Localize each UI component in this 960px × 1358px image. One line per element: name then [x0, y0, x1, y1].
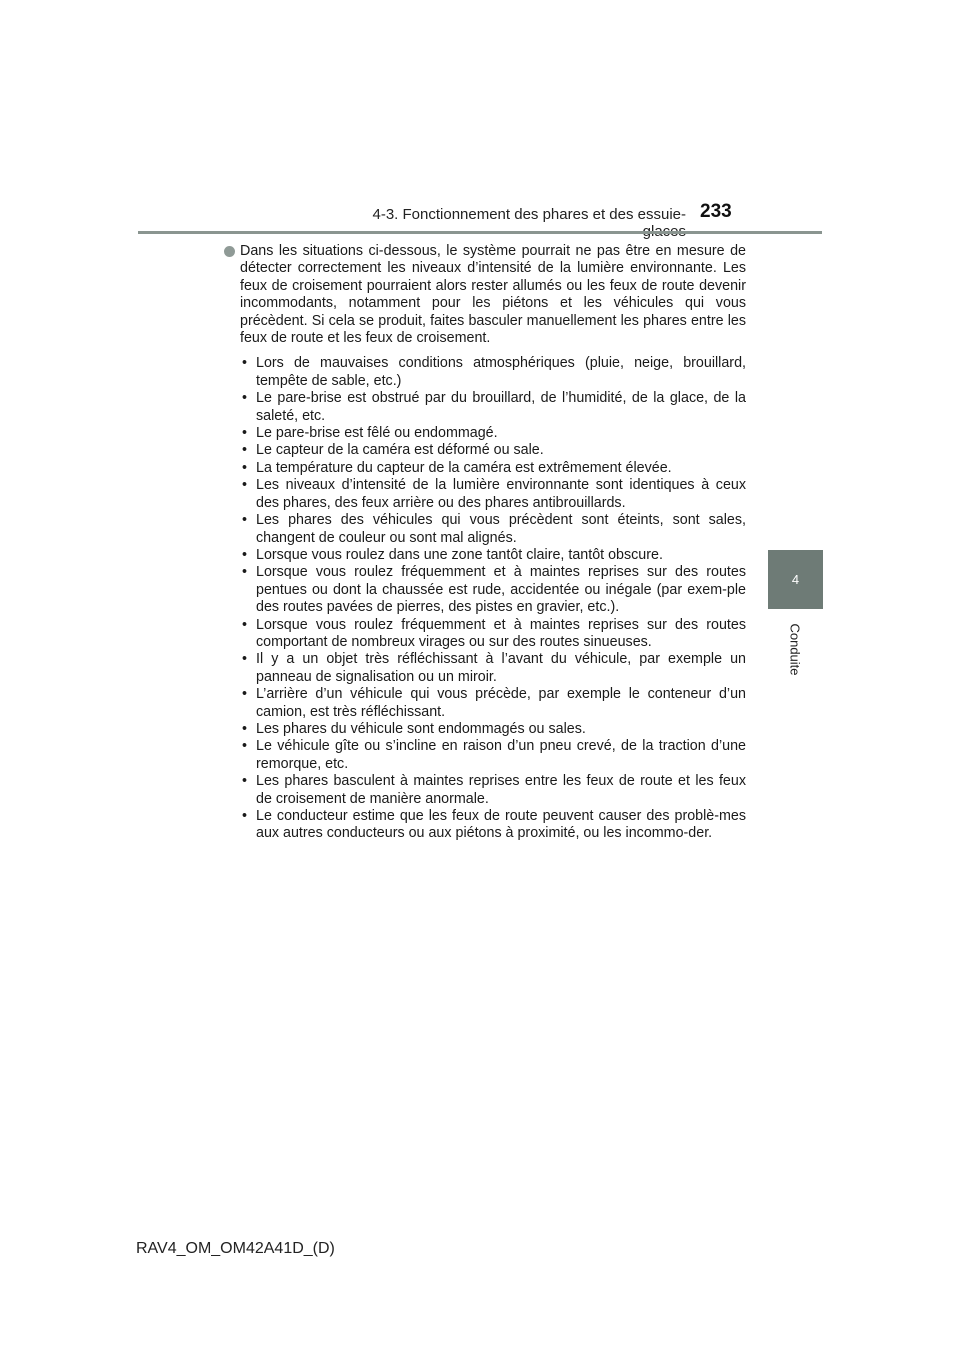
- header-divider: [138, 231, 822, 234]
- list-item: • Le pare-brise est fêlé ou endommagé.: [242, 425, 498, 442]
- list-item: • La température du capteur de la caméra est extrêmement élevée.: [242, 459, 672, 476]
- bullet-icon: •: [242, 720, 248, 737]
- list-item: • Le véhicule gîte ou s’incline en raison d’un pneu crevé, de la traction d’une remorque, etc.: [242, 738, 746, 772]
- list-item: • Les phares basculent à maintes reprises entre les feux de route et les feux de croisement de manière anormale.: [242, 773, 746, 807]
- chapter-number: 4: [791, 572, 800, 587]
- list-item: • Le capteur de la caméra est déformé ou sale.: [242, 442, 544, 459]
- intro-paragraph: [240, 243, 746, 347]
- intro-text: Dans les situations ci-dessous, le système pourrait ne pas être en mesure de détecter correctement les niveaux d’intensité de la lumière environnante. Les feux de croisement pourraient alors rester allumés ou les feux de route devenir incommodants, notamment pour les piétons et les véhicules qui vous précèdent. Si cela se produit, faites basculer manuellement les phares entre les feux de route et les feux de croisement.: [240, 243, 746, 347]
- bullet-icon: •: [242, 686, 248, 703]
- chapter-label-container: [768, 609, 823, 689]
- list-item: • L’arrière d’un véhicule qui vous précède, par exemple le conteneur d’un camion, est très réfléchissant.: [242, 686, 746, 720]
- circle-bullet-icon: [224, 246, 235, 257]
- section-title: 4-3. Fonctionnement des phares et des essuie-: [372, 206, 686, 223]
- bullet-icon: •: [242, 512, 248, 529]
- bullet-icon: •: [242, 355, 248, 372]
- condition-list: [224, 355, 746, 842]
- chapter-tab: [768, 550, 823, 609]
- bullet-icon: •: [242, 546, 248, 563]
- list-item: • Les niveaux d’intensité de la lumière environnante sont identiques à ceux des phares, des feux arrière ou des phares antibrouillards.: [242, 477, 746, 511]
- list-item: • Lorsque vous roulez fréquemment et à maintes reprises sur des routes pentues ou dont la chaussée est rude, accidentée ou inégale (par exem-ple des routes pavées de pierres, des pistes en gravier, etc.).: [242, 564, 746, 616]
- bullet-icon: •: [242, 564, 248, 581]
- list-item: • Il y a un objet très réfléchissant à l’avant du véhicule, par exemple un panneau de signalisation ou un miroir.: [242, 651, 746, 685]
- list-item: • Le conducteur estime que les feux de route peuvent causer des problè-mes aux autres conducteurs ou aux piétons à proximité, ou les incommo-der.: [242, 808, 746, 842]
- bullet-icon: •: [242, 616, 248, 633]
- bullet-icon: •: [242, 425, 248, 442]
- list-item: • Les phares du véhicule sont endommagés ou sales.: [242, 720, 586, 737]
- page-number: 233: [700, 201, 732, 222]
- list-item: • Lorsque vous roulez dans une zone tantôt claire, tantôt obscure.: [242, 546, 663, 563]
- list-item: • Lorsque vous roulez fréquemment et à maintes reprises sur des routes comportant de nombreux virages ou sur des routes sinueuses.: [242, 616, 746, 650]
- bullet-icon: •: [242, 477, 248, 494]
- document-code: RAV4_OM_OM42A41D_(D): [136, 1240, 335, 1257]
- bullet-icon: •: [242, 651, 248, 668]
- bullet-icon: •: [242, 738, 248, 755]
- list-item: • Lors de mauvaises conditions atmosphériques (pluie, neige, brouillard, tempête de sable, etc.): [242, 355, 746, 389]
- bullet-icon: •: [242, 459, 248, 476]
- list-item: • Les phares des véhicules qui vous précèdent sont éteints, sont sales, changent de couleur ou sont mal alignés.: [242, 512, 746, 546]
- bullet-icon: •: [242, 808, 248, 824]
- bullet-icon: •: [242, 442, 248, 459]
- bullet-icon: •: [242, 773, 248, 790]
- bullet-icon: •: [242, 390, 248, 407]
- chapter-label: Conduite: [787, 622, 803, 676]
- main-content: [224, 243, 746, 843]
- list-item: • Le pare-brise est obstrué par du brouillard, de l’humidité, de la glace, de la saleté, etc.: [242, 390, 746, 424]
